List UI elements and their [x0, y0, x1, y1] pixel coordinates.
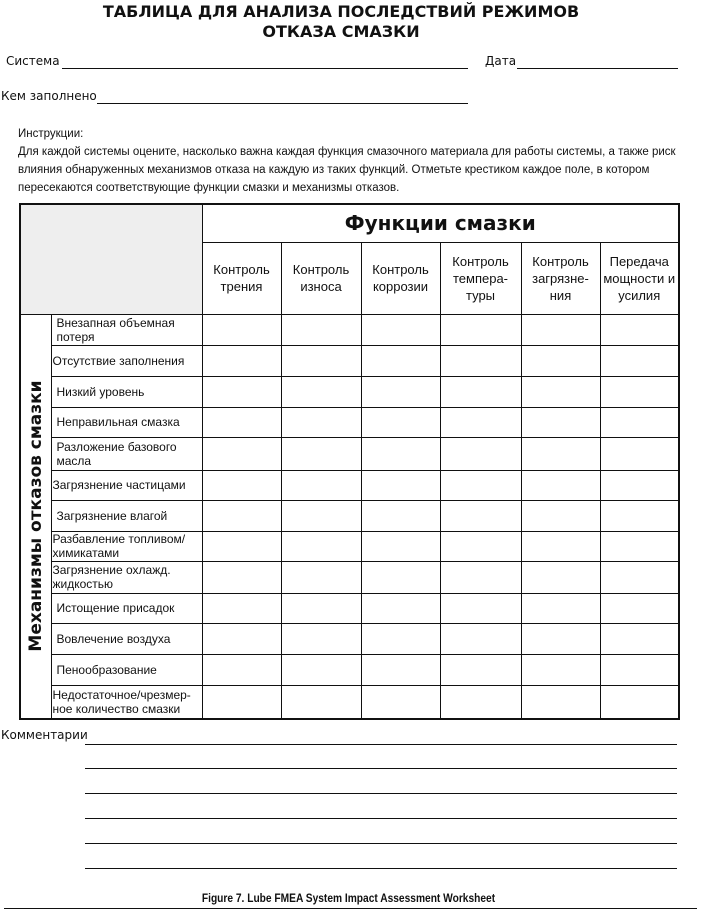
- table-row: [20, 561, 679, 593]
- table-row: [20, 314, 679, 345]
- table-cell[interactable]: [202, 437, 281, 470]
- table-cell[interactable]: [361, 623, 440, 654]
- table-cell[interactable]: [361, 531, 440, 561]
- table-cell[interactable]: [281, 345, 361, 376]
- system-field[interactable]: [62, 68, 468, 69]
- instructions-heading: Инструкции:: [18, 128, 84, 140]
- table-cell[interactable]: [361, 345, 440, 376]
- table-cell[interactable]: [521, 654, 600, 685]
- column-header-label: Контроль трения: [213, 262, 270, 294]
- row-label-text: Внезапная объемная потеря: [56, 315, 175, 344]
- table-cell[interactable]: [361, 407, 440, 437]
- table-cell[interactable]: [361, 593, 440, 623]
- table-cell[interactable]: [361, 470, 440, 500]
- date-label: Дата: [485, 54, 517, 68]
- page-title: [0, 2, 682, 42]
- column-header: [440, 242, 521, 314]
- row-label: [51, 561, 202, 593]
- table-cell[interactable]: [202, 345, 281, 376]
- row-label-text: Отсутствие заполнения: [52, 353, 185, 368]
- table-cell[interactable]: [521, 500, 600, 531]
- comments-line[interactable]: [85, 843, 677, 844]
- table-cell[interactable]: [521, 314, 600, 345]
- column-header: [281, 242, 361, 314]
- table-row: [20, 531, 679, 561]
- table-cell[interactable]: [600, 685, 679, 719]
- column-header: [202, 242, 281, 314]
- table-row: [20, 654, 679, 685]
- table-cell[interactable]: [361, 314, 440, 345]
- table-cell[interactable]: [202, 470, 281, 500]
- row-label: [51, 437, 202, 470]
- footer-rule: [4, 908, 697, 909]
- table-cell[interactable]: [600, 623, 679, 654]
- table-cell[interactable]: [202, 376, 281, 407]
- column-header-label: Контроль темпера- туры: [452, 253, 509, 303]
- table-cell[interactable]: [600, 376, 679, 407]
- table-cell[interactable]: [521, 531, 600, 561]
- table-cell[interactable]: [440, 623, 521, 654]
- table-row: [20, 345, 679, 376]
- row-label-text: Разбавление топливом/химикатами: [52, 532, 186, 560]
- row-label: [51, 376, 202, 407]
- table-cell[interactable]: [202, 685, 281, 719]
- instructions-text: Для каждой системы оцените, насколько важна каждая функция смазочного материала для работы системы, а также риск влияния обнаруженных механизмов отказа на каждую из таких функций. Отметьте крестиком каждое поле, в котором пересекаются соответствующие функции смазки и механизмы отказов.: [18, 146, 676, 194]
- table-cell[interactable]: [521, 470, 600, 500]
- table-cell[interactable]: [600, 470, 679, 500]
- row-label-text: Истощение присадок: [56, 601, 175, 615]
- table-cell[interactable]: [202, 407, 281, 437]
- table-row: [20, 623, 679, 654]
- comments-line[interactable]: [85, 868, 677, 869]
- table-row: [20, 685, 679, 719]
- table-cell[interactable]: [202, 623, 281, 654]
- table-cell[interactable]: [440, 470, 521, 500]
- table-cell[interactable]: [202, 593, 281, 623]
- table-cell[interactable]: [361, 654, 440, 685]
- table-cell[interactable]: [440, 437, 521, 470]
- table-cell[interactable]: [440, 593, 521, 623]
- table-cell[interactable]: [440, 314, 521, 345]
- filled-by-label: Кем заполнено: [1, 89, 97, 103]
- table-cell[interactable]: [281, 407, 361, 437]
- table-cell[interactable]: [440, 376, 521, 407]
- table-cell[interactable]: [281, 376, 361, 407]
- table-cell[interactable]: [600, 531, 679, 561]
- table-cell[interactable]: [440, 685, 521, 719]
- table-row: [20, 437, 679, 470]
- table-cell[interactable]: [361, 437, 440, 470]
- table-cell[interactable]: [600, 561, 679, 593]
- row-label-text: Вовлечение воздуха: [56, 631, 171, 646]
- table-cell[interactable]: [202, 561, 281, 593]
- row-label-text: Загрязнение частицами: [52, 478, 186, 492]
- table-cell[interactable]: [521, 623, 600, 654]
- column-header: [521, 242, 600, 314]
- table-cell[interactable]: [281, 500, 361, 531]
- table-row: [20, 407, 679, 437]
- row-label: [51, 470, 202, 500]
- table-cell[interactable]: [440, 345, 521, 376]
- table-cell[interactable]: [440, 654, 521, 685]
- row-label: [51, 500, 202, 531]
- row-label: [51, 531, 202, 561]
- column-header-label: Контроль износа: [292, 262, 350, 294]
- table-cell[interactable]: [440, 407, 521, 437]
- row-label: [51, 623, 202, 654]
- table-cell[interactable]: [440, 561, 521, 593]
- row-label: [51, 345, 202, 376]
- table-cell[interactable]: [281, 654, 361, 685]
- table-cell[interactable]: [361, 376, 440, 407]
- table-cell[interactable]: [202, 531, 281, 561]
- mechanisms-title-cell: [20, 314, 51, 719]
- row-label-text: Загрязнение охлажд. жидкостью: [52, 563, 171, 591]
- comments-line[interactable]: [85, 744, 677, 745]
- mechanisms-title: Механизмы отказов смазки: [25, 380, 46, 652]
- system-label: Система: [6, 54, 60, 68]
- table-cell[interactable]: [600, 593, 679, 623]
- row-label: [51, 685, 202, 719]
- column-header: [600, 242, 679, 314]
- column-header-label: Передача мощности и усилия: [603, 253, 676, 303]
- table-cell[interactable]: [600, 345, 679, 376]
- table-row: [20, 593, 679, 623]
- row-label-text: Недостаточное/чрезмер- ное количество смазки: [52, 687, 191, 716]
- instructions: [18, 125, 686, 197]
- row-label-text: Загрязнение влагой: [56, 508, 168, 523]
- comments-line[interactable]: [85, 818, 677, 819]
- table-cell[interactable]: [281, 561, 361, 593]
- column-header-label: Контроль коррозии: [372, 262, 429, 294]
- table-cell[interactable]: [281, 623, 361, 654]
- table-cell[interactable]: [600, 314, 679, 345]
- comments-line[interactable]: [85, 793, 677, 794]
- functions-title: Функции смазки: [202, 204, 679, 242]
- table-cell[interactable]: [521, 376, 600, 407]
- row-label-text: Неправильная смазка: [56, 415, 180, 429]
- figure-caption: Figure 7. Lube FMEA System Impact Assessment Worksheet: [201, 891, 496, 905]
- table-cell[interactable]: [600, 437, 679, 470]
- table-cell[interactable]: [521, 685, 600, 719]
- row-label-text: Пенообразование: [56, 662, 157, 677]
- column-header: [361, 242, 440, 314]
- table-cell[interactable]: [521, 561, 600, 593]
- fmea-table: [19, 203, 680, 720]
- row-label: [51, 407, 202, 437]
- table-cell[interactable]: [281, 314, 361, 345]
- table-cell[interactable]: [440, 531, 521, 561]
- table-cell[interactable]: [600, 407, 679, 437]
- table-cell[interactable]: [202, 314, 281, 345]
- table-cell[interactable]: [600, 500, 679, 531]
- row-label: [51, 593, 202, 623]
- table-row: [20, 500, 679, 531]
- table-corner: [20, 204, 202, 314]
- title-line-2: ОТКАЗА СМАЗКИ: [262, 22, 420, 41]
- date-field[interactable]: [517, 68, 678, 69]
- table-row: [20, 470, 679, 500]
- row-label: [51, 654, 202, 685]
- table-cell[interactable]: [361, 561, 440, 593]
- row-label-text: Разложение базового масла: [56, 439, 177, 468]
- table-cell[interactable]: [281, 685, 361, 719]
- table-cell[interactable]: [281, 437, 361, 470]
- table-cell[interactable]: [521, 437, 600, 470]
- table-cell[interactable]: [521, 593, 600, 623]
- table-cell[interactable]: [440, 500, 521, 531]
- table-cell[interactable]: [521, 345, 600, 376]
- table-cell[interactable]: [521, 407, 600, 437]
- comments-line[interactable]: [85, 768, 677, 769]
- row-label-text: Низкий уровень: [56, 384, 145, 399]
- table-cell[interactable]: [361, 500, 440, 531]
- table-cell[interactable]: [202, 654, 281, 685]
- table-cell[interactable]: [281, 531, 361, 561]
- table-cell[interactable]: [361, 685, 440, 719]
- filled-by-field[interactable]: [97, 103, 468, 104]
- table-cell[interactable]: [281, 593, 361, 623]
- table-cell[interactable]: [202, 500, 281, 531]
- row-label: [51, 314, 202, 345]
- table-cell[interactable]: [281, 470, 361, 500]
- title-line-1: ТАБЛИЦА ДЛЯ АНАЛИЗА ПОСЛЕДСТВИЙ РЕЖИМОВ: [102, 2, 580, 21]
- column-header-label: Контроль загрязне- ния: [532, 253, 589, 303]
- comments-label: Комментарии: [1, 728, 88, 742]
- table-cell[interactable]: [600, 654, 679, 685]
- table-row: [20, 376, 679, 407]
